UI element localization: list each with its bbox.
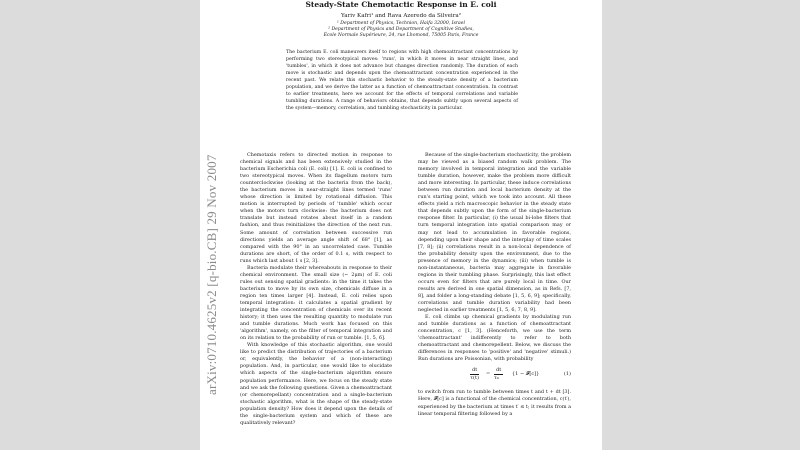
equation-lhs-numerator: dt bbox=[470, 367, 479, 375]
paragraph: Because of the single-bacterium stochasticity, the problem may be viewed as a biased random walk problem. The memory involved in temporal integration and the variable tumble duration, however, make the problem more difficult and more interesting. In particular, these induce correlations between run duration and local bacterium density at the run's starting point, which we took into account. All these effects yield a rich macroscopic behavior in the steady state that depends subtly upon the form of the single-bacterium response filter. In particular, (i) the usual bi-lobe filters that turn temporal integration into spatial comparison may or may not lead to accumulation in favorable regions, depending upon their shape and the interplay of time scales [7, 8]; (ii) correlations result in a non-local dependence of the probability density upon the environment, due to the presence of memory in the dynamics; (iii) when tumble is non-instantaneous, bacteria may aggregate in favorable regions in their tumbling phase. Surprisingly, this last effect occurs even for filters that are purely local in time. Our results are derived in one spatial dimension, as in Refs. [7, 8], and folder a long-standing debate [1, 5, 6, 9]; specifically, correlations and tumble duration variability had been neglected in earlier treatments [1, 5, 6, 7, 8, 9]. bbox=[418, 152, 571, 314]
left-column bbox=[240, 152, 392, 427]
equation-1 bbox=[418, 365, 571, 387]
equation-rhs-numerator: dt bbox=[494, 367, 503, 375]
equation-equals: = bbox=[486, 371, 491, 378]
equation-lhs bbox=[470, 367, 479, 382]
paragraph: With knowledge of this stochastic algorithm, one would like to predict the distribution of trajectories of a bacterium or, equivalently, the behavior of a (non-interacting) population. And, in particular, one would like to elucidate which aspects of the single-bacterium algorithm ensure population performance. Here, we focus on the steady state and we ask the following questions. Given a chemoattractant (or chemorepellant) concentration and a single-bacterium stochastic algorithm, what is the shape of the steady-state population density? How does it depend upon the details of the single-bacterium system and which of these are qualitatively relevant? bbox=[240, 342, 392, 426]
author-line: Yariv Kafri¹ and Rava Azeredo da Silveira² bbox=[341, 13, 461, 19]
paper-page bbox=[200, 0, 602, 450]
equation-bracket: {1 − 𝓕[c]} bbox=[512, 371, 540, 378]
paragraph: Chemotaxis refers to directed motion in response to chemical signals and has been extensively studied in the bacterium Escherichia coli (E. coli) [1]. E. coli is confined to two stereotypical moves. When its flagellum motors turn counterclockwise (looking at the bacteria from the back), the bacterium moves in near-straight lines termed 'runs' whose direction is limited by rotational diffusion. This motion is interrupted by periods of 'tumble' which occur when the motors turn clockwise: the bacterium does not translate but instead rotates about itself in a random fashion, and thus reinitializes the direction of the next run. Some amount of correlation between successive run directions yields an average angle shift of 68° [1], as compared with the 90° in an uncorrelated case. Tumble durations are short, of the order of 0.1 s, with respect to runs which last about 1 s [2, 3]. bbox=[240, 152, 392, 264]
affiliation-3: École Normale Supérieure, 24, rue Lhomond, 75005 Paris, France bbox=[323, 33, 479, 38]
paragraph: Bacteria modulate their whereabouts in response to their chemical environment. The small size (∼ 2μm) of E. coli rules out sensing spatial gradients: in the time it takes the bacterium to move by its own size, chemicals diffuse in a region ten times larger [4]. Instead, E. coli relies upon temporal integration: it calculates a spatial gradient by integrating the concentration of chemicals over its recent history; it then uses the resulting quantity to modulate run and tumble durations. Much work has focused on this 'algorithm', namely, on the filter of temporal integration and on its relation to the probability of run or tumble. [1, 5, 6]. bbox=[240, 264, 392, 342]
equation-number: (1) bbox=[563, 371, 571, 378]
affiliation-1: ¹ Department of Physics, Technion, Haifa 32000, Israel bbox=[337, 21, 465, 26]
paragraph: to switch from run to tumble between times t and t + dt [3]. Here, 𝓕[c] is a functional of the chemical concentration, c(t′), experienced by the bacterium at times t′ ≤ t; it results from a linear temporal filtering followed by a bbox=[418, 389, 571, 417]
abstract: The bacterium E. coli maneuvers itself to regions with high chemoattractant concentrations by performing two stereotypical moves: 'runs', in which it moves in near straight lines, and 'tumbles', in which it does not advance but changes direction randomly. The duration of each move is stochastic and depends upon the chemoattractant concentration experienced in the recent past. We relate this stochastic behavior to the steady-state density of a bacterium population, and we derive the latter as a function of chemoattractant concentration. In contrast to earlier treatments, here we account for the effects of temporal correlations and variable tumbling durations. A range of behaviors obtains, that depends subtly upon several aspects of the system—memory, correlation, and tumbling stochasticity in particular. bbox=[286, 50, 518, 111]
paper-title: Steady-State Chemotactic Response in E. coli bbox=[305, 0, 497, 9]
equation-rhs-denominator: τ₀ bbox=[494, 375, 499, 382]
affiliation-2: ² Department of Physics and Department of Cognitive Studies, bbox=[328, 27, 474, 32]
paragraph: E. coli climbs up chemical gradients by modulating run and tumble durations as a function of chemoattractant concentration, c [1, 3]. (Henceforth, we use the term 'chemoattractant' indifferently to refer to both chemoattractant and chemorepellent. Below, we discuss the differences in responses to 'positive' and 'negative' stimuli.) Run durations are Poissonian, with probability bbox=[418, 314, 571, 363]
right-column bbox=[418, 152, 571, 418]
arxiv-stamp: arXiv:0710.4625v2 [q-bio.CB] 29 Nov 2007 bbox=[204, 154, 219, 395]
equation-rhs bbox=[494, 367, 503, 382]
equation-lhs-denominator: τ(t) bbox=[470, 375, 479, 382]
